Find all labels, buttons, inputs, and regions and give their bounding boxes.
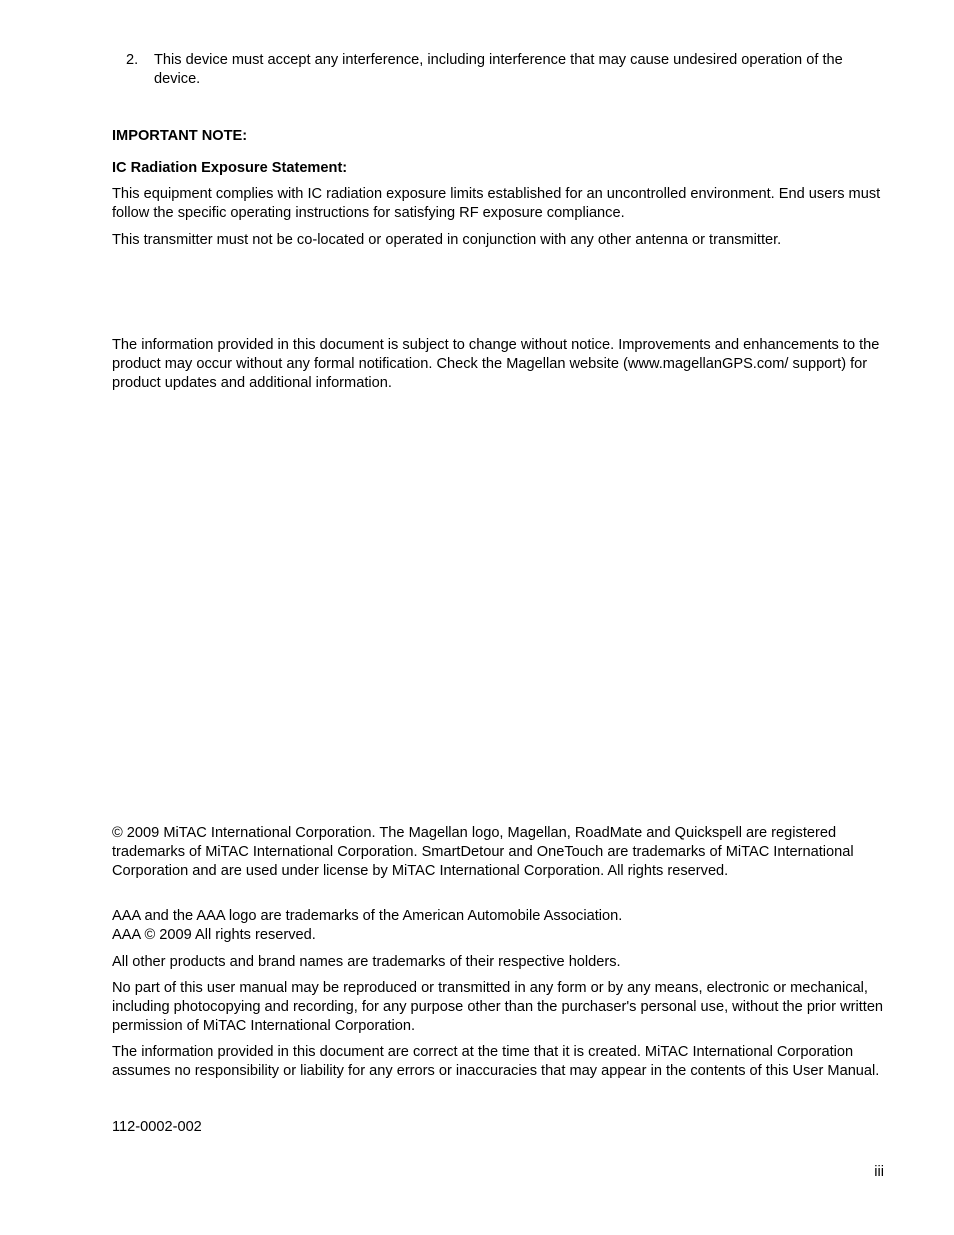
list-item-text: This device must accept any interference, including interference that may cause undesired operation of the device. (154, 52, 843, 87)
list-item-number: 2. (126, 52, 139, 68)
reproduction-paragraph: No part of this user manual may be reproduced or transmitted in any form or by any means, electronic or mechanical, including photocopying and recording, for any purpose other than the purchaser's personal use, without the prior written permission of MiTAC International Corporation. (112, 980, 884, 1034)
aaa-trademark-paragraph (112, 907, 884, 945)
other-brands-paragraph: All other products and brand names are trademarks of their respective holders. (112, 954, 621, 970)
accuracy-paragraph: The information provided in this document are correct at the time that it is created. MiTAC International Corporation assumes no responsibility or liability for any errors or inaccuracies that may appear in the contents of this User Manual. (112, 1044, 880, 1079)
aaa-trademark-line-2: AAA © 2009 All rights reserved. (112, 927, 316, 943)
copyright-paragraph: © 2009 MiTAC International Corporation. The Magellan logo, Magellan, RoadMate and Quickspell are registered trademarks of MiTAC International Corporation. SmartDetour and OneTouch are trademarks of MiTAC International Corporation and are used under license by MiTAC International Corporation. All rights reserved. (112, 825, 854, 879)
important-note-heading: IMPORTANT NOTE: (112, 128, 248, 144)
ic-statement-paragraph-1: This equipment complies with IC radiation exposure limits established for an uncontrolled environment. End users must follow the specific operating instructions for satisfying RF exposure compliance. (112, 186, 881, 221)
aaa-trademark-line-1: AAA and the AAA logo are trademarks of the American Automobile Association. (112, 908, 623, 924)
ic-statement-paragraph-2: This transmitter must not be co-located or operated in conjunction with any other antenna or transmitter. (112, 232, 782, 248)
page-number: iii (874, 1164, 884, 1180)
ic-statement-heading: IC Radiation Exposure Statement: (112, 160, 348, 176)
part-number: 112-0002-002 (112, 1119, 202, 1135)
info-change-notice: The information provided in this document is subject to change without notice. Improvements and enhancements to the product may occur without any formal notification. Check the Magellan website (www.magellanGPS.com/ support) for product updates and additional information. (112, 337, 880, 391)
